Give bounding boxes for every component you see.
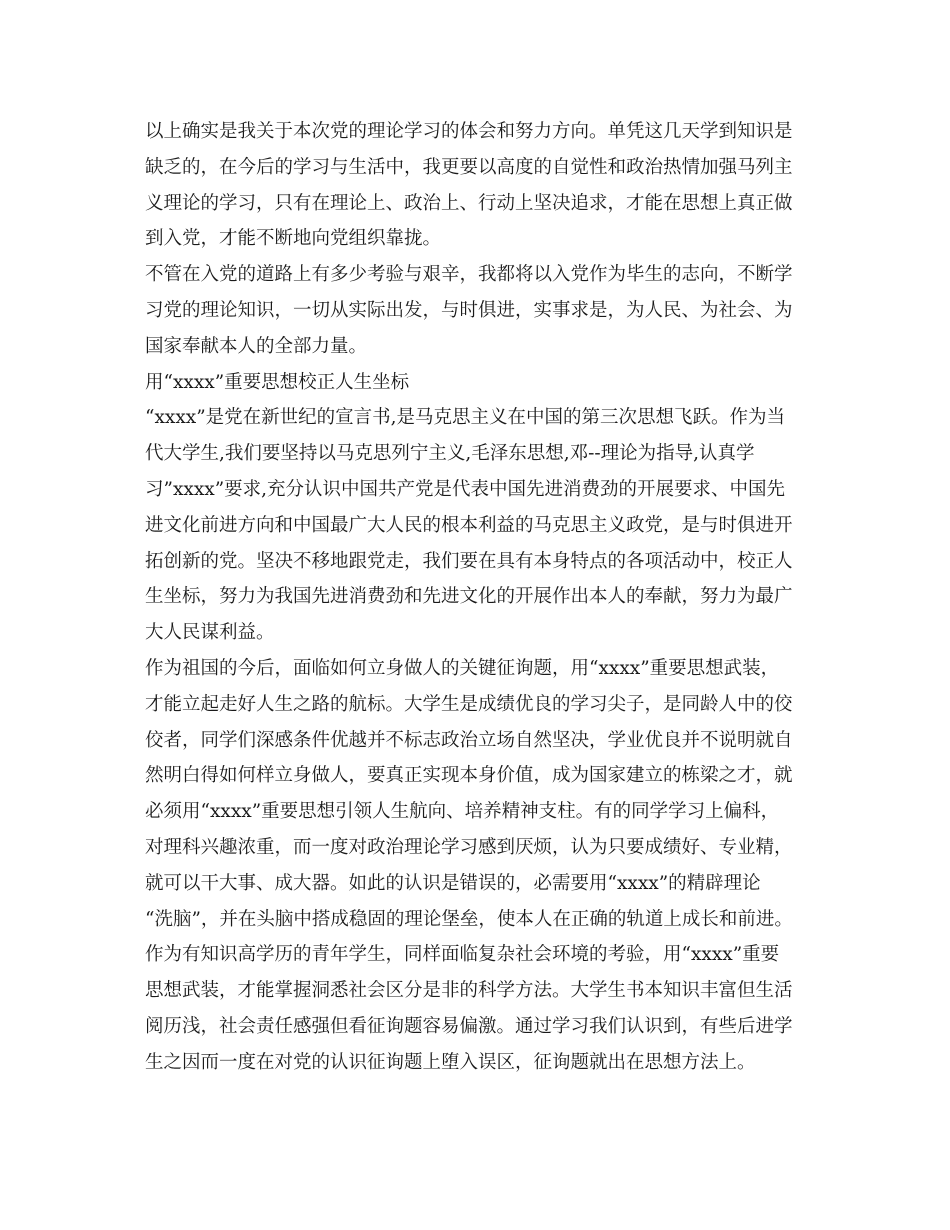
text-line: 以上确实是我关于本次党的理论学习的体会和努力方向。单凭这几天学到知识是 <box>145 121 793 142</box>
document-body <box>145 114 825 1081</box>
text-line: 习党的理论知识，一切从实际出发，与时俱进，实事求是，为人民、为社会、为 <box>145 299 793 321</box>
text-line: 就可以干大事、成大器。如此的认识是错误的，必需要用“xxxx”的精辟理论 <box>145 872 761 894</box>
text-line: “洗脑”，并在头脑中搭成稳固的理论堡垒，使本人在正确的轨道上成长和前进。 <box>145 908 793 930</box>
text-line: 作为有知识高学历的青年学生，同样面临复杂社会环境的考验，用“xxxx”重要 <box>145 944 780 966</box>
text-line: 拓创新的党。坚决不移地跟党走，我们要在具有本身特点的各项活动中，校正人 <box>145 550 793 572</box>
text-line: 然明白得如何样立身做人，要真正实现本身价值，成为国家建立的栋梁之才，就 <box>145 765 793 787</box>
text-line: 国家奉献本人的全部力量。 <box>145 335 368 357</box>
text-line: 习”xxxx”要求,充分认识中国共产党是代表中国先进消费劲的开展要求、中国先 <box>145 478 786 500</box>
text-line: 代大学生,我们要坚持以马克思列宁主义,毛泽东思想,邓--理论为指导,认真学 <box>145 443 755 465</box>
section-heading: 用“xxxx”重要思想校正人生坐标 <box>145 371 410 393</box>
text-line: 必须用“xxxx”重要思想引领人生航向、培养精神支柱。有的同学学习上偏科， <box>145 801 780 823</box>
text-line: 义理论的学习，只有在理论上、政治上、行动上坚决追求，才能在思想上真正做 <box>145 192 793 214</box>
text-line: 进文化前进方向和中国最广大人民的根本利益的马克思主义政党，是与时俱进开 <box>145 514 793 536</box>
text-line: 对理科兴趣浓重，而一度对政治理论学习感到厌烦，认为只要成绩好、专业精， <box>145 836 793 858</box>
text-line: 生之因而一度在对党的认识征询题上堕入误区，征询题就出在思想方法上。 <box>145 1051 756 1073</box>
text-line: 才能立起走好人生之路的航标。大学生是成绩优良的学习尖子，是同龄人中的佼 <box>145 693 793 715</box>
text-line: 到入党，才能不断地向党组织靠拢。 <box>145 228 442 250</box>
text-line: 大人民谋利益。 <box>145 622 275 644</box>
text-line: 阅历浅，社会责任感强但看征询题容易偏激。通过学习我们认识到，有些后进学 <box>145 1015 793 1037</box>
text-line: 作为祖国的今后，面临如何立身做人的关键征询题，用“xxxx”重要思想武装， <box>145 657 780 679</box>
text-line: 不管在入党的道路上有多少考验与艰辛，我都将以入党作为毕生的志向，不断学 <box>145 264 793 286</box>
text-line: “xxxx”是党在新世纪的宣言书,是马克思主义在中国的第三次思想飞跃。作为当 <box>145 407 786 429</box>
text-line: 生坐标，努力为我国先进消费劲和先进文化的开展作出本人的奉献，努力为最广 <box>145 586 793 608</box>
text-line: 佼者，同学们深感条件优越并不标志政治立场自然坚决，学业优良并不说明就自 <box>145 729 793 751</box>
text-line: 缺乏的，在今后的学习与生活中，我更要以高度的自觉性和政治热情加强马列主 <box>145 156 793 178</box>
text-line: 思想武装，才能掌握洞悉社会区分是非的科学方法。大学生书本知识丰富但生活 <box>145 980 793 1002</box>
